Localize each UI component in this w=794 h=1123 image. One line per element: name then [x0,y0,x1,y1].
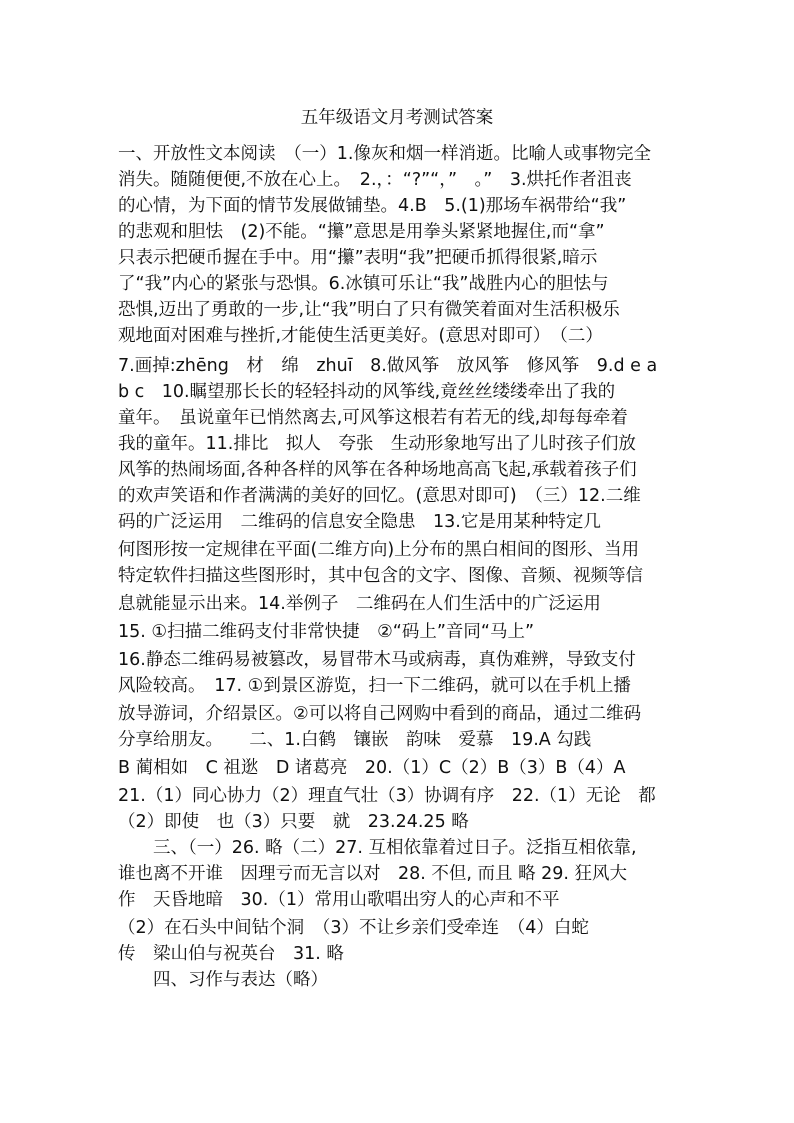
answer-line: b c 10.瞩望那长长的轻轻抖动的风筝线,竟丝丝缕缕牵出了我的 [118,382,616,402]
answer-line: 7.画掉:zhēng 材 绵 zhuī 8.做风筝 放风筝 修风筝 9.d e a [118,356,658,376]
answer-line: 只表示把硬币握在手中。用“攥”表明“我”把硬币抓得很紧,暗示 [118,248,598,268]
answer-line: 码的广泛运用 二维码的信息安全隐患 13.它是用某种特定几 [118,512,601,532]
answer-line: 21.（1）同心协力（2）理直气壮（3）协调有序 22.（1）无论 都 [118,786,656,806]
answer-line: 何图形按一定规律在平面(二维方向)上分布的黑白相间的图形、当用 [118,540,640,560]
answer-line: B 蔺相如 C 祖逖 D 诸葛亮 20.（1）C（2）B（3）B（4）A [118,758,626,778]
answer-line: 的欢声笑语和作者满满的美好的回忆。(意思对即可) （三）12.二维 [118,486,641,506]
answer-line: 四、习作与表达（略） [118,970,328,990]
answer-line: （2）即使 也（3）只要 就 23.24.25 略 [118,812,469,832]
answer-line: （2）在石头中间钻个洞 （3）不让乡亲们受牵连 （4）白蛇 [118,918,589,938]
answer-line: 我的童年。11.排比 拟人 夸张 生动形象地写出了儿时孩子们放 [118,434,636,454]
answer-line: 了“我”内心的紧张与恐惧。6.冰镇可乐让“我”战胜内心的胆怯与 [118,274,609,294]
answer-line: 的悲观和胆怯 (2)不能。“攥”意思是用拳头紧紧地握住,而“拿” [118,222,605,242]
answer-line: 传 梁山伯与祝英台 31. 略 [118,944,344,964]
answer-line: 分享给朋友。 二、1.白鹤 镶嵌 韵味 爱慕 19.A 勾践 [118,730,592,750]
answer-line: 一、开放性文本阅读 （一）1.像灰和烟一样消逝。比喻人或事物完全 [118,144,651,164]
answer-line: 风筝的热闹场面,各种各样的风筝在各种场地高高飞起,承载着孩子们 [118,460,637,480]
answer-line: 观地面对困难与挫折,才能使生活更美好。(意思对即可） （二） [118,326,603,346]
answer-line: 息就能显示出来。14.举例子 二维码在人们生活中的广泛运用 [118,594,601,614]
answer-line: 童年。 虽说童年已悄然离去,可风筝这根若有若无的线,却每每牵着 [118,408,628,428]
answer-line: 特定软件扫描这些图形时，其中包含的文字、图像、音频、视频等信 [118,566,643,586]
answer-line: 三、（一）26. 略（二）27. 互相依靠着过日子。泛指互相依靠, [118,838,637,858]
answer-line: 15. ①扫描二维码支付非常快捷 ②“码上”音同“马上” [118,622,535,642]
answer-line: 放导游词，介绍景区。②可以将自己网购中看到的商品，通过二维码 [118,704,642,724]
document-title: 五年级语文月考测试答案 [300,108,494,128]
answer-line: 的心情，为下面的情节发展做铺垫。4.B 5.(1)那场车祸带给“我” [118,196,627,216]
answer-line: 谁也离不开谁 因理亏而无言以对 28. 不但, 而且 略 29. 狂风大 [118,864,628,884]
answer-line: 16.静态二维码易被篡改，易冒带木马或病毒，真伪难辨，导致支付 [118,650,636,670]
answer-line: 风险较高。 17. ①到景区游览，扫一下二维码，就可以在手机上播 [118,676,631,696]
answer-line: 恐惧,迈出了勇敢的一步,让“我”明白了只有微笑着面对生活积极乐 [118,300,620,320]
answer-line: 作 天昏地暗 30.（1）常用山歌唱出穷人的心声和不平 [118,890,560,910]
answer-line: 消失。随随便便,不放在心上。 2.，：“?”“，” 。” 3.烘托作者沮丧 [118,170,632,190]
